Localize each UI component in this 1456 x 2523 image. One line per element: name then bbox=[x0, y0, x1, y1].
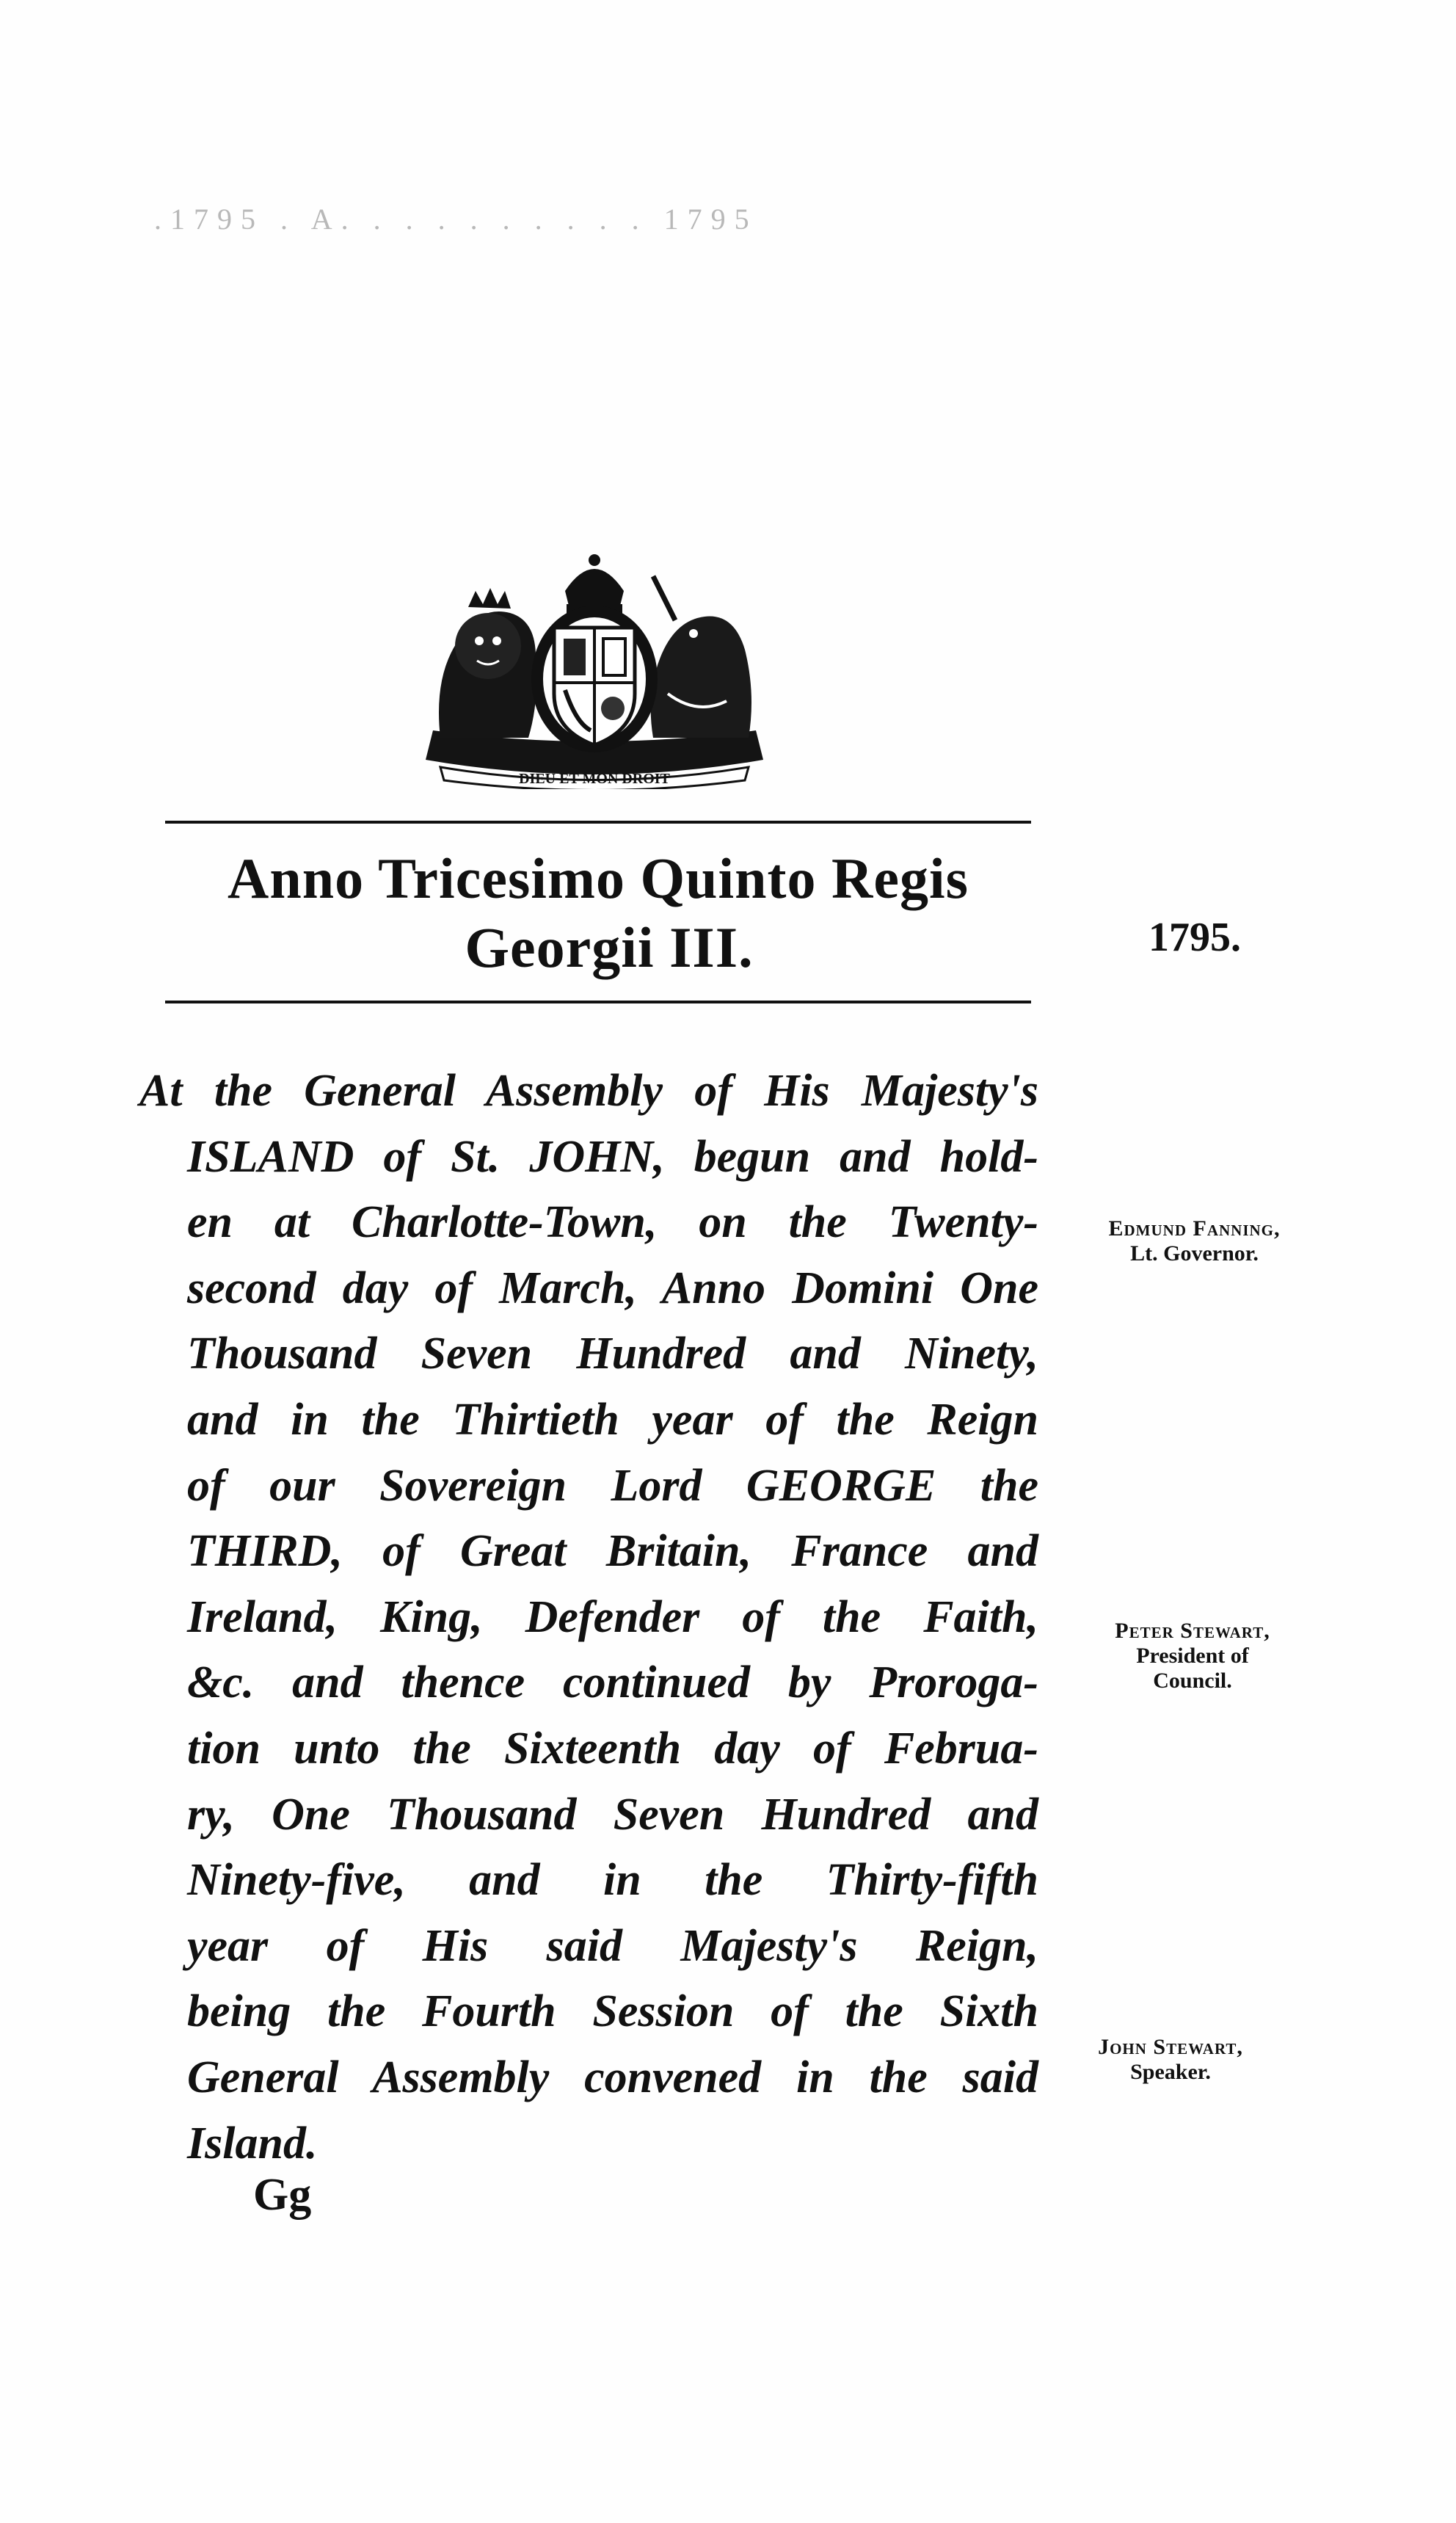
preamble-line: en at Charlotte-Town, on the Twenty- bbox=[187, 1197, 1038, 1248]
preamble-line: of our Sovereign Lord GEORGE the bbox=[187, 1460, 1038, 1511]
preamble-line: year of His said Majesty's Reign, bbox=[187, 1920, 1038, 1971]
title-line-2: Georgii III. bbox=[465, 915, 754, 979]
preamble-line: tion unto the Sixteenth day of Februa- bbox=[187, 1723, 1038, 1774]
margin-note-name: Edmund Fanning, bbox=[1108, 1216, 1281, 1241]
preamble-line: THIRD, of Great Britain, France and bbox=[187, 1526, 1038, 1577]
preamble-line: At the General Assembly of His Majesty's bbox=[139, 1066, 1038, 1116]
margin-note-role: President of bbox=[1136, 1644, 1249, 1668]
year-label: 1795. bbox=[1149, 915, 1241, 960]
preamble-line: ry, One Thousand Seven Hundred and bbox=[187, 1789, 1038, 1840]
preamble-line: and in the Thirtieth year of the Reign bbox=[187, 1394, 1038, 1445]
royal-coat-of-arms-icon bbox=[411, 547, 778, 789]
title-bottom-rule bbox=[165, 1001, 1031, 1003]
margin-note-name: Peter Stewart, bbox=[1115, 1619, 1270, 1643]
margin-note-speaker bbox=[1049, 2035, 1292, 2085]
margin-note-name: John Stewart, bbox=[1098, 2035, 1243, 2059]
preamble-line: second day of March, Anno Domini One bbox=[187, 1263, 1038, 1313]
assembly-preamble bbox=[139, 1059, 1038, 2177]
preamble-line: &c. and thence continued by Proroga- bbox=[187, 1658, 1038, 1708]
bleed-through-text: .1795 . A. . . . . . . . . . 1795 bbox=[154, 203, 758, 236]
signature-mark: Gg bbox=[253, 2170, 312, 2220]
preamble-line: General Assembly convened in the said bbox=[187, 2052, 1038, 2102]
margin-note-role: Speaker. bbox=[1130, 2060, 1211, 2084]
margin-note-governor bbox=[1060, 1216, 1328, 1266]
preamble-line: Island. bbox=[187, 2118, 318, 2168]
preamble-line: Ireland, King, Defender of the Faith, bbox=[187, 1591, 1038, 1642]
preamble-line: Ninety-five, and in the Thirty-fifth bbox=[187, 1855, 1038, 1906]
preamble-line: Thousand Seven Hundred and Ninety, bbox=[187, 1329, 1038, 1379]
title-line-1: Anno Tricesimo Quinto Regis bbox=[228, 846, 969, 910]
coat-motto: DIEU ET MON DROIT bbox=[519, 771, 670, 787]
margin-note-council-president bbox=[1057, 1619, 1328, 1694]
preamble-line: ISLAND of St. JOHN, begun and hold- bbox=[187, 1131, 1038, 1182]
document-title bbox=[165, 844, 1031, 982]
preamble-line: being the Fourth Session of the Sixth bbox=[187, 1986, 1038, 2037]
title-top-rule bbox=[165, 821, 1031, 824]
margin-note-role: Lt. Governor. bbox=[1130, 1241, 1259, 1266]
margin-note-role: Council. bbox=[1153, 1669, 1232, 1693]
